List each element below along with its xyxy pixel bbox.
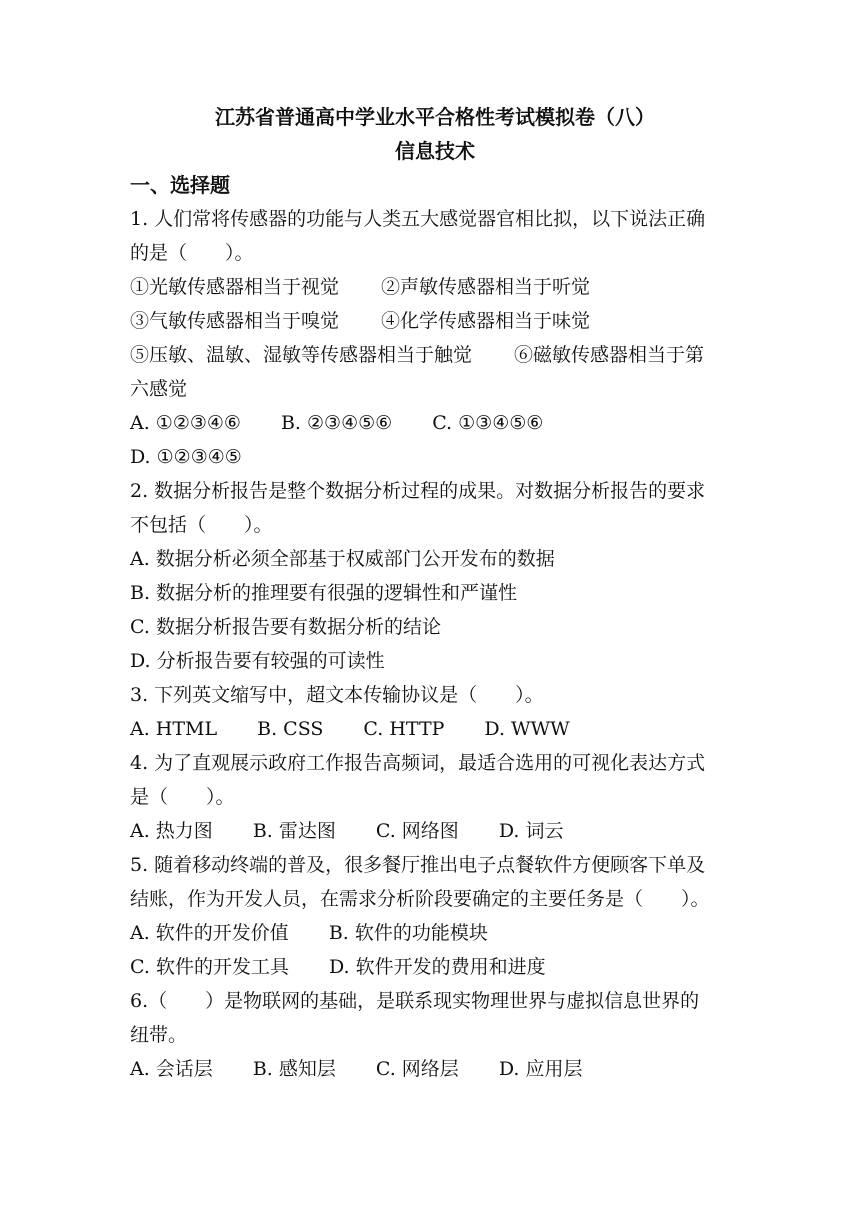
exam-subject: 信息技术 [395,139,475,163]
question-4 [130,746,740,848]
question-1-statement-tail: 六感觉 [130,378,188,400]
section-heading: 一、选择题 [130,173,230,197]
option-b: B. 雷达图 [252,820,336,842]
question-1-stem-line1: 1. 人们常将传感器的功能与人类五大感觉器官相比拟，以下说法正确 [130,208,706,230]
option-b: B. 感知层 [252,1058,336,1080]
statement-6: ⑥磁敏传感器相当于第 [514,344,705,366]
question-1-options-row1 [130,406,740,440]
option-d: D. 词云 [498,820,564,842]
question-5 [130,848,740,984]
option-d: D. ①②③④⑤ [130,446,242,468]
question-5-options-row1 [130,916,740,950]
option-a: A. ①②③④⑥ [130,412,241,434]
exam-content [130,100,740,1086]
option-c: C. 软件的开发工具 [130,956,289,978]
option-d: D. 软件开发的费用和进度 [328,956,546,978]
option-b: B. CSS [257,718,324,740]
option-d: D. WWW [484,718,570,740]
option-a: A. 数据分析必须全部基于权威部门公开发布的数据 [130,548,555,570]
option-a: A. 会话层 [130,1058,213,1080]
option-c: C. ①③④⑤⑥ [432,412,544,434]
option-a: A. 热力图 [130,820,213,842]
option-c: C. HTTP [363,718,445,740]
question-2-stem-line2: 不包括（ ）。 [130,514,273,536]
question-4-options [130,814,740,848]
question-5-stem-line2: 结账，作为开发人员，在需求分析阶段要确定的主要任务是（ ）。 [130,888,710,910]
statement-2: ②声敏传感器相当于听觉 [381,276,591,298]
option-b: B. 数据分析的推理要有很强的逻辑性和严谨性 [130,582,518,604]
question-6-stem-line1: 6.（ ）是物联网的基础，是联系现实物理世界与虚拟信息世界的 [130,990,700,1012]
question-6 [130,984,740,1086]
question-5-stem-line1: 5. 随着移动终端的普及，很多餐厅推出电子点餐软件方便顾客下单及 [130,854,706,876]
option-c: C. 网络层 [375,1058,459,1080]
statement-4: ④化学传感器相当于味觉 [381,310,591,332]
question-3-stem-line1: 3. 下列英文缩写中，超文本传输协议是（ ）。 [130,684,544,706]
option-b: B. 软件的功能模块 [328,922,488,944]
statement-5: ⑤压敏、温敏、湿敏等传感器相当于触觉 [130,344,473,366]
exam-title: 江苏省普通高中学业水平合格性考试模拟卷（八） [215,105,655,129]
question-1-stem-line2: 的是（ ）。 [130,242,254,264]
question-1-options-row2 [130,440,740,474]
option-b: B. ②③④⑤⑥ [280,412,393,434]
question-1 [130,202,740,474]
option-a: A. HTML [130,718,218,740]
question-6-stem-line2: 纽带。 [130,1024,188,1046]
question-6-options [130,1052,740,1086]
question-1-statements-row1 [130,270,740,304]
option-a: A. 软件的开发价值 [130,922,289,944]
option-d: D. 应用层 [498,1058,583,1080]
question-4-stem-line2: 是（ ）。 [130,786,235,808]
question-5-options-row2 [130,950,740,984]
question-4-stem-line1: 4. 为了直观展示政府工作报告高频词，最适合选用的可视化表达方式 [130,752,706,774]
statement-3: ③气敏传感器相当于嗅觉 [130,310,340,332]
question-3-options [130,712,740,746]
question-2 [130,474,740,678]
question-3 [130,678,740,746]
question-1-statements-row2 [130,304,740,338]
statement-1: ①光敏传感器相当于视觉 [130,276,340,298]
option-d: D. 分析报告要有较强的可读性 [130,650,385,672]
option-c: C. 网络图 [375,820,459,842]
question-1-statements-row3 [130,338,740,372]
option-c: C. 数据分析报告要有数据分析的结论 [130,616,441,638]
question-2-stem-line1: 2. 数据分析报告是整个数据分析过程的成果。对数据分析报告的要求 [130,480,706,502]
